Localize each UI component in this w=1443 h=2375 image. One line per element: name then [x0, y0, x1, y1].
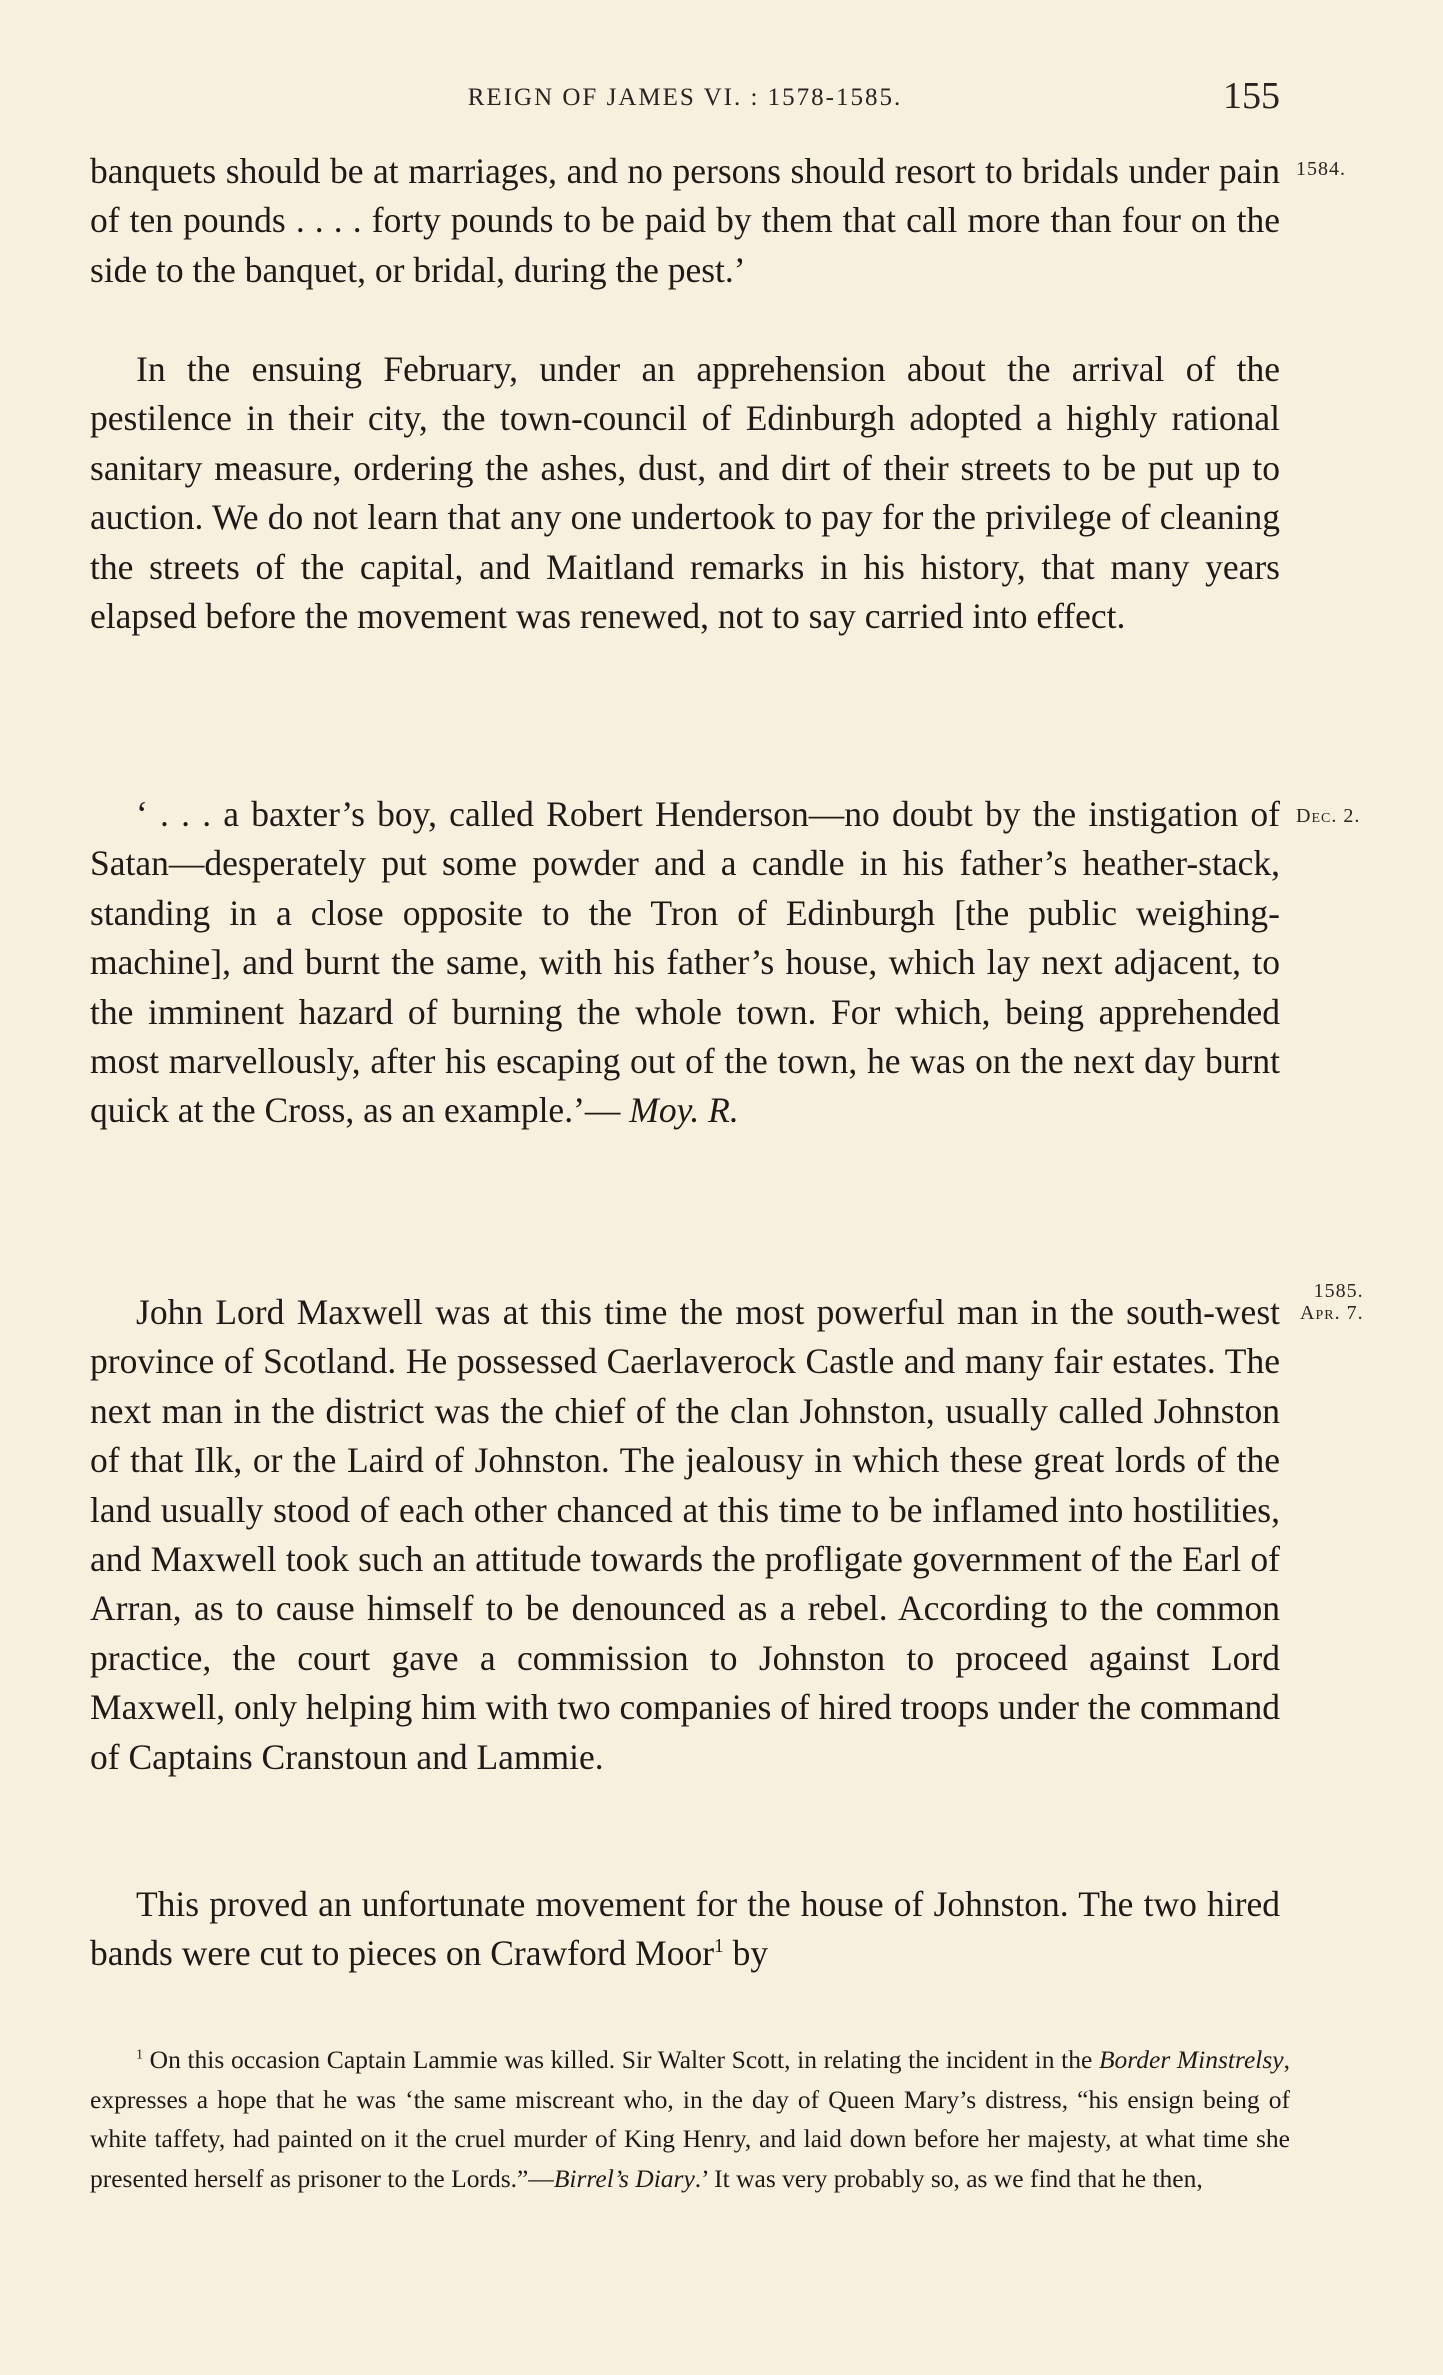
page-number: 155 — [1223, 75, 1280, 117]
margin-note-1585-apr-7: 1585. Apr. 7. — [1300, 1280, 1364, 1324]
paragraph-maxwell: John Lord Maxwell was at this time the most powerful man in the south-west province of Scotland. He possessed Caerlaverock Castle and many fair estates. The next man in the district was the chief of the clan Johnston, usually called Johnston of that Ilk, or the Laird of Johnston. The jealousy in which these great lords of the land usually stood of each other chanced at this time to be inflamed into hostilities, and Maxwell took such an attitude towards the profligate government of the Earl of Arran, as to cause himself to be denounced as a rebel. According to the common practice, the court gave a commission to Johnston to proceed against Lord Maxwell, only helping him with two companies of hired troops under the command of Captains Cranstoun and Lammie. — [90, 1292, 1281, 1777]
quote-text: ‘ . . . a baxter’s boy, called Robert Henderson—no doubt by the instigation of Satan—desperately put some powder and a candle in his father’s heather-stack, standing in a close opposite to the Tron of Edinburgh [the public weighing-machine], and burnt the same, with his father’s house, which lay next adjacent, to the imminent hazard of burning the whole town. For which, being apprehended most marvellously, after his escaping out of the town, he was on the next day burnt quick at the Cross, as an example.’— — [90, 794, 1280, 1131]
paragraph-johnston-text: This proved an unfortunate movement for the house of Johnston. The two hired bands were cut to pieces on Crawford Moor — [90, 1884, 1280, 1974]
footnote-1: $^1$ On this occasion Captain Lammie was killed. Sir Walter Scott, in relating the incident in the Border Minstrelsy, expresses a hope that he was ‘the same miscreant who, in the day of Queen Mary’s distress, “his ensign being of white taffety, had painted on it the cruel murder of King Henry, and laid down before her majesty, at what time she presented herself as prisoner to the Lords.”—Birrel’s Diary.’ It was very probably so, as we find that he then, — [90, 2045, 1290, 2193]
footnote-title-border-minstrelsy: Border Minstrelsy — [1098, 2045, 1284, 2074]
paragraph-banquets: banquets should be at marriages, and no persons should resort to bridals under pain of ten pounds . . . . forty pounds to be paid by them that call more than four on the side to the banquet, or bridal, during the pest.’ — [90, 151, 1280, 290]
margin-note-1584: 1584. — [1296, 158, 1346, 180]
running-head — [90, 74, 1280, 124]
paragraph-baxter-quote — [90, 790, 1280, 1136]
paragraph-johnston — [90, 1880, 1280, 1979]
running-title: REIGN OF JAMES VI. : 1578-1585. — [467, 84, 903, 111]
paragraph-johnston-end: by — [723, 1933, 769, 1974]
paragraph-february: In the ensuing February, under an apprehension about the arrival of the pestilence in their city, the town-council of Edinburgh adopted a highly rational sanitary measure, ordering the ashes, dust, and dirt of their streets to be put up to auction. We do not learn that any one undertook to pay for the privilege of cleaning the streets of the capital, and Maitland remarks in his history, that many years elapsed before the movement was renewed, not to say carried into effect. — [90, 349, 1280, 637]
footnote-title-birrels-diary: Birrel’s Diary — [553, 2163, 695, 2193]
quote-source: Moy. R. — [629, 1090, 739, 1131]
footnote-reference[interactable]: 1 — [714, 1936, 724, 1958]
margin-note-dec-2: Dec. 2. — [1296, 805, 1361, 827]
footnote-marker: 1 — [136, 2047, 144, 2063]
footnote-block — [90, 2040, 1290, 2198]
